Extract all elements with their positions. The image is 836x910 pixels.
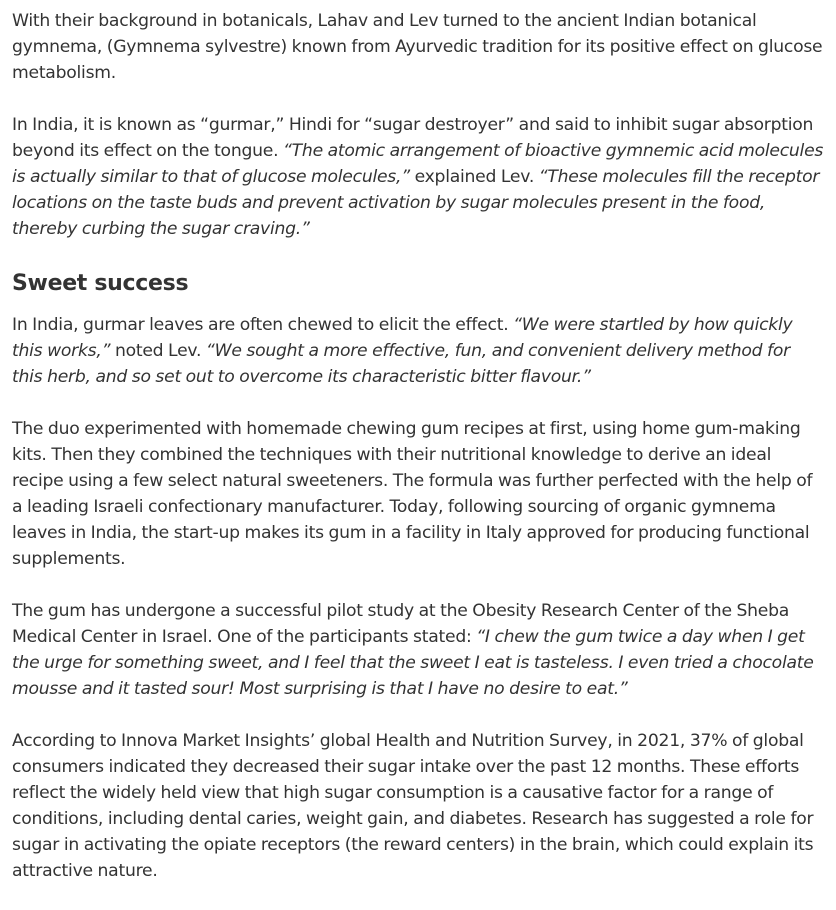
article-body (12, 8, 824, 910)
paragraph-chewed-leaves (12, 312, 824, 390)
quote-receptor-locations: “These molecules fill the receptor locations on the taste buds and prevent activation by sugar molecules present in the food, thereby curbing the sugar craving.” (12, 167, 820, 239)
quote-participant: “I chew the gum twice a day when I get the urge for something sweet, and I feel that the sweet I eat is tasteless. I even tried a chocolate mousse and it tasted sour! Most surprising is that I have no desire to eat.” (12, 627, 814, 699)
paragraph-gurmar (12, 112, 824, 242)
paragraph-pilot-study (12, 598, 824, 702)
paragraph-text: According to Innova Market Insights’ global Health and Nutrition Survey, in 2021, 37% of global consumers indicated they decreased their sugar intake over the past 12 months. These efforts reflect the widely held view that high sugar consumption is a causative factor for a range of conditions, including dental caries, weight gain, and diabetes. Research has suggested a role for sugar in activating the opiate receptors (the reward centers) in the brain, which could explain its attractive nature. (12, 731, 814, 881)
quote-delivery-method: “We sought a more effective, fun, and convenient delivery method for this herb, and so set out to overcome its characteristic bitter flavour.” (12, 341, 790, 387)
paragraph-text: explained Lev. (409, 167, 539, 187)
section-heading-sweet-success: Sweet success (12, 271, 189, 296)
paragraph-gymnema-intro (12, 8, 824, 86)
quote-atomic-arrangement: “The atomic arrangement of bioactive gymnemic acid molecules is actually similar to that of glucose molecules,” (12, 141, 824, 187)
quote-startled: “We were startled by how quickly this works,” (12, 315, 793, 361)
paragraph-gum-recipes (12, 416, 824, 572)
paragraph-text: The duo experimented with homemade chewing gum recipes at first, using home gum-making kits. Then they combined the techniques with their nutritional knowledge to derive an ideal recipe using a few select natural sweeteners. The formula was further perfected with the help of a leading Israeli confectionary manufacturer. Today, following sourcing of organic gymnema leaves in India, the start-up makes its gum in a facility in Italy approved for producing functional supplements. (12, 419, 813, 569)
paragraph-text: In India, it is known as “gurmar,” Hindi for “sugar destroyer” and said to inhibit sugar absorption beyond its effect on the tongue. (12, 115, 814, 161)
paragraph-text: In India, gurmar leaves are often chewed to elicit the effect. (12, 315, 514, 335)
paragraph-text: The gum has undergone a successful pilot study at the Obesity Research Center of the Sheba Medical Center in Israel. One of the participants stated: (12, 601, 790, 647)
paragraph-text: noted Lev. (110, 341, 206, 361)
paragraph-text: With their background in botanicals, Lahav and Lev turned to the ancient Indian botanical gymnema, (Gymnema sylvestre) known from Ayurvedic tradition for its positive effect on glucose metabolism. (12, 11, 823, 83)
paragraph-innova-survey (12, 728, 824, 884)
